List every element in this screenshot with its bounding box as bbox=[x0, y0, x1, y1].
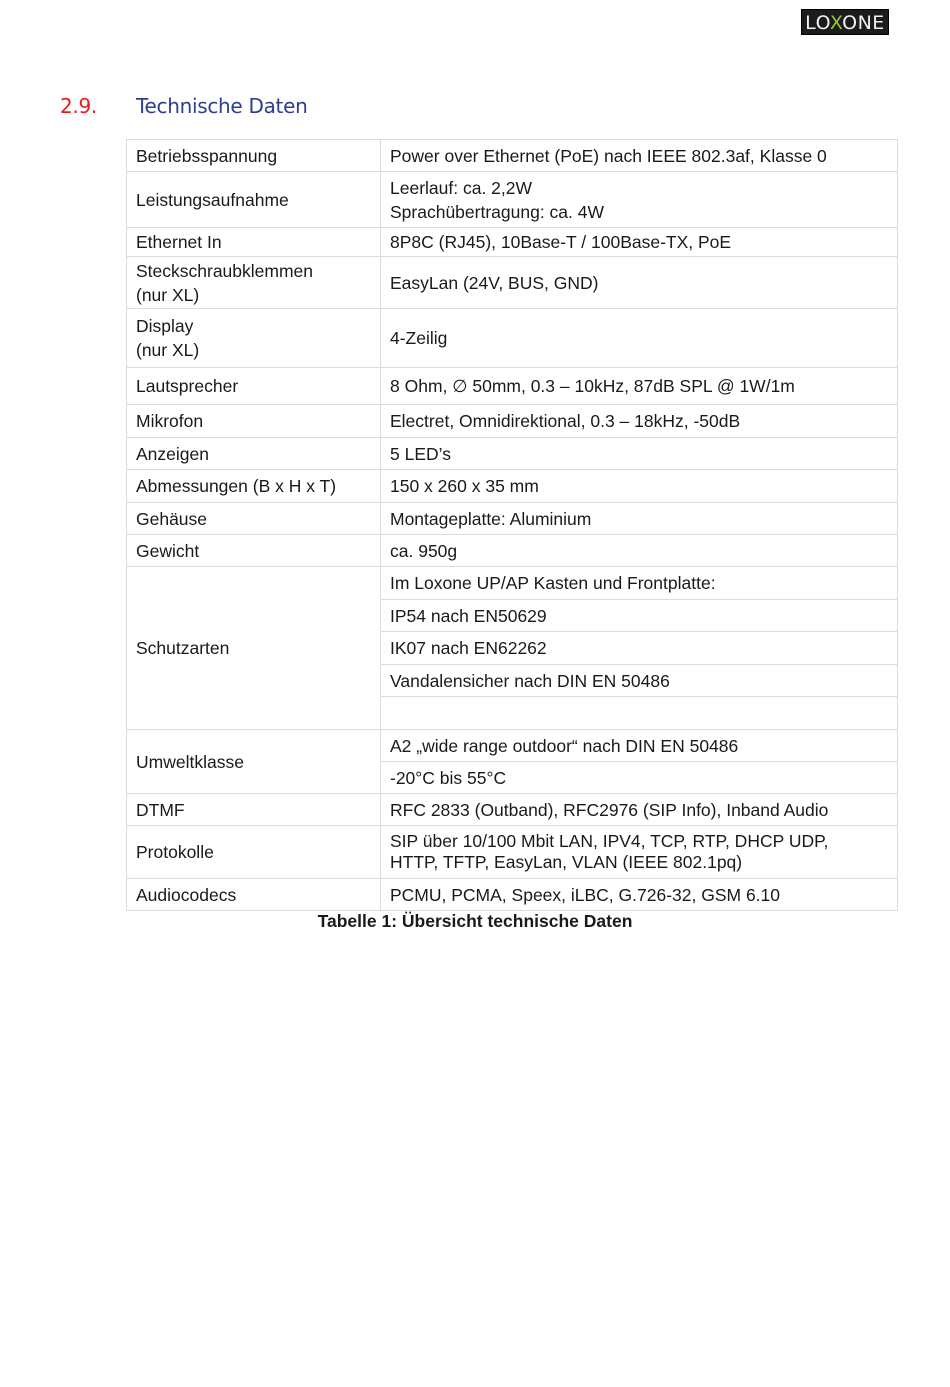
spec-table bbox=[126, 139, 898, 911]
value-line: SIP über 10/100 Mbit LAN, IPV4, TCP, RTP, DHCP UDP, bbox=[390, 831, 829, 851]
row-label bbox=[127, 309, 381, 368]
row-label: Betriebsspannung bbox=[127, 140, 381, 172]
table-row bbox=[127, 309, 898, 368]
row-value: RFC 2833 (Outband), RFC2976 (SIP Info), Inband Audio bbox=[381, 794, 898, 826]
section-title: Technische Daten bbox=[136, 94, 308, 118]
label-line: (nur XL) bbox=[136, 284, 200, 305]
row-value: Electret, Omnidirektional, 0.3 – 18kHz, -50dB bbox=[381, 405, 898, 438]
row-label: Anzeigen bbox=[127, 438, 381, 470]
row-value: 8P8C (RJ45), 10Base-T / 100Base-TX, PoE bbox=[381, 228, 898, 257]
row-value bbox=[381, 697, 898, 730]
table-row bbox=[127, 826, 898, 879]
row-label bbox=[127, 257, 381, 309]
row-value: -20°C bis 55°C bbox=[381, 762, 898, 794]
row-value: 4-Zeilig bbox=[381, 309, 898, 368]
table-row bbox=[127, 172, 898, 228]
row-label: Gewicht bbox=[127, 535, 381, 567]
row-value: IK07 nach EN62262 bbox=[381, 632, 898, 665]
row-value bbox=[381, 826, 898, 879]
table-row bbox=[127, 794, 898, 826]
row-value: IP54 nach EN50629 bbox=[381, 600, 898, 632]
table-row bbox=[127, 140, 898, 172]
row-value: PCMU, PCMA, Speex, iLBC, G.726-32, GSM 6.10 bbox=[381, 879, 898, 911]
table-row bbox=[127, 879, 898, 911]
table-row bbox=[127, 470, 898, 503]
loxone-logo: LOXONE bbox=[801, 9, 889, 35]
table-row bbox=[127, 567, 898, 600]
table-caption: Tabelle 1: Übersicht technische Daten bbox=[317, 911, 633, 931]
row-value: 150 x 260 x 35 mm bbox=[381, 470, 898, 503]
table-row bbox=[127, 257, 898, 309]
table-row bbox=[127, 730, 898, 762]
row-value: 8 Ohm, ∅ 50mm, 0.3 – 10kHz, 87dB SPL @ 1W/1m bbox=[381, 368, 898, 405]
row-label: Abmessungen (B x H x T) bbox=[127, 470, 381, 503]
value-line: Sprachübertragung: ca. 4W bbox=[390, 201, 605, 222]
table-row bbox=[127, 503, 898, 535]
table-row bbox=[127, 535, 898, 567]
row-label: Gehäuse bbox=[127, 503, 381, 535]
row-label: Umweltklasse bbox=[127, 730, 381, 794]
label-line: Steckschraubklemmen bbox=[136, 260, 314, 281]
value-line: HTTP, TFTP, EasyLan, VLAN (IEEE 802.1pq) bbox=[390, 852, 743, 872]
row-label: Mikrofon bbox=[127, 405, 381, 438]
row-value: Montageplatte: Aluminium bbox=[381, 503, 898, 535]
row-label: DTMF bbox=[127, 794, 381, 826]
table-row bbox=[127, 405, 898, 438]
row-label: Leistungsaufnahme bbox=[127, 172, 381, 228]
row-value bbox=[381, 172, 898, 228]
row-value: A2 „wide range outdoor“ nach DIN EN 50486 bbox=[381, 730, 898, 762]
row-value: Im Loxone UP/AP Kasten und Frontplatte: bbox=[381, 567, 898, 600]
row-label: Schutzarten bbox=[127, 567, 381, 730]
label-line: Display bbox=[136, 316, 194, 336]
row-value: EasyLan (24V, BUS, GND) bbox=[381, 257, 898, 309]
table-row bbox=[127, 228, 898, 257]
row-value: Power over Ethernet (PoE) nach IEEE 802.3af, Klasse 0 bbox=[381, 140, 898, 172]
row-label: Protokolle bbox=[127, 826, 381, 879]
row-label: Lautsprecher bbox=[127, 368, 381, 405]
label-line: (nur XL) bbox=[136, 340, 200, 360]
row-label: Audiocodecs bbox=[127, 879, 381, 911]
section-number: 2.9. bbox=[60, 94, 97, 118]
value-line: Leerlauf: ca. 2,2W bbox=[390, 177, 533, 198]
row-value: Vandalensicher nach DIN EN 50486 bbox=[381, 665, 898, 697]
row-value: 5 LED’s bbox=[381, 438, 898, 470]
row-value: ca. 950g bbox=[381, 535, 898, 567]
row-label: Ethernet In bbox=[127, 228, 381, 257]
table-row bbox=[127, 438, 898, 470]
table-row bbox=[127, 368, 898, 405]
